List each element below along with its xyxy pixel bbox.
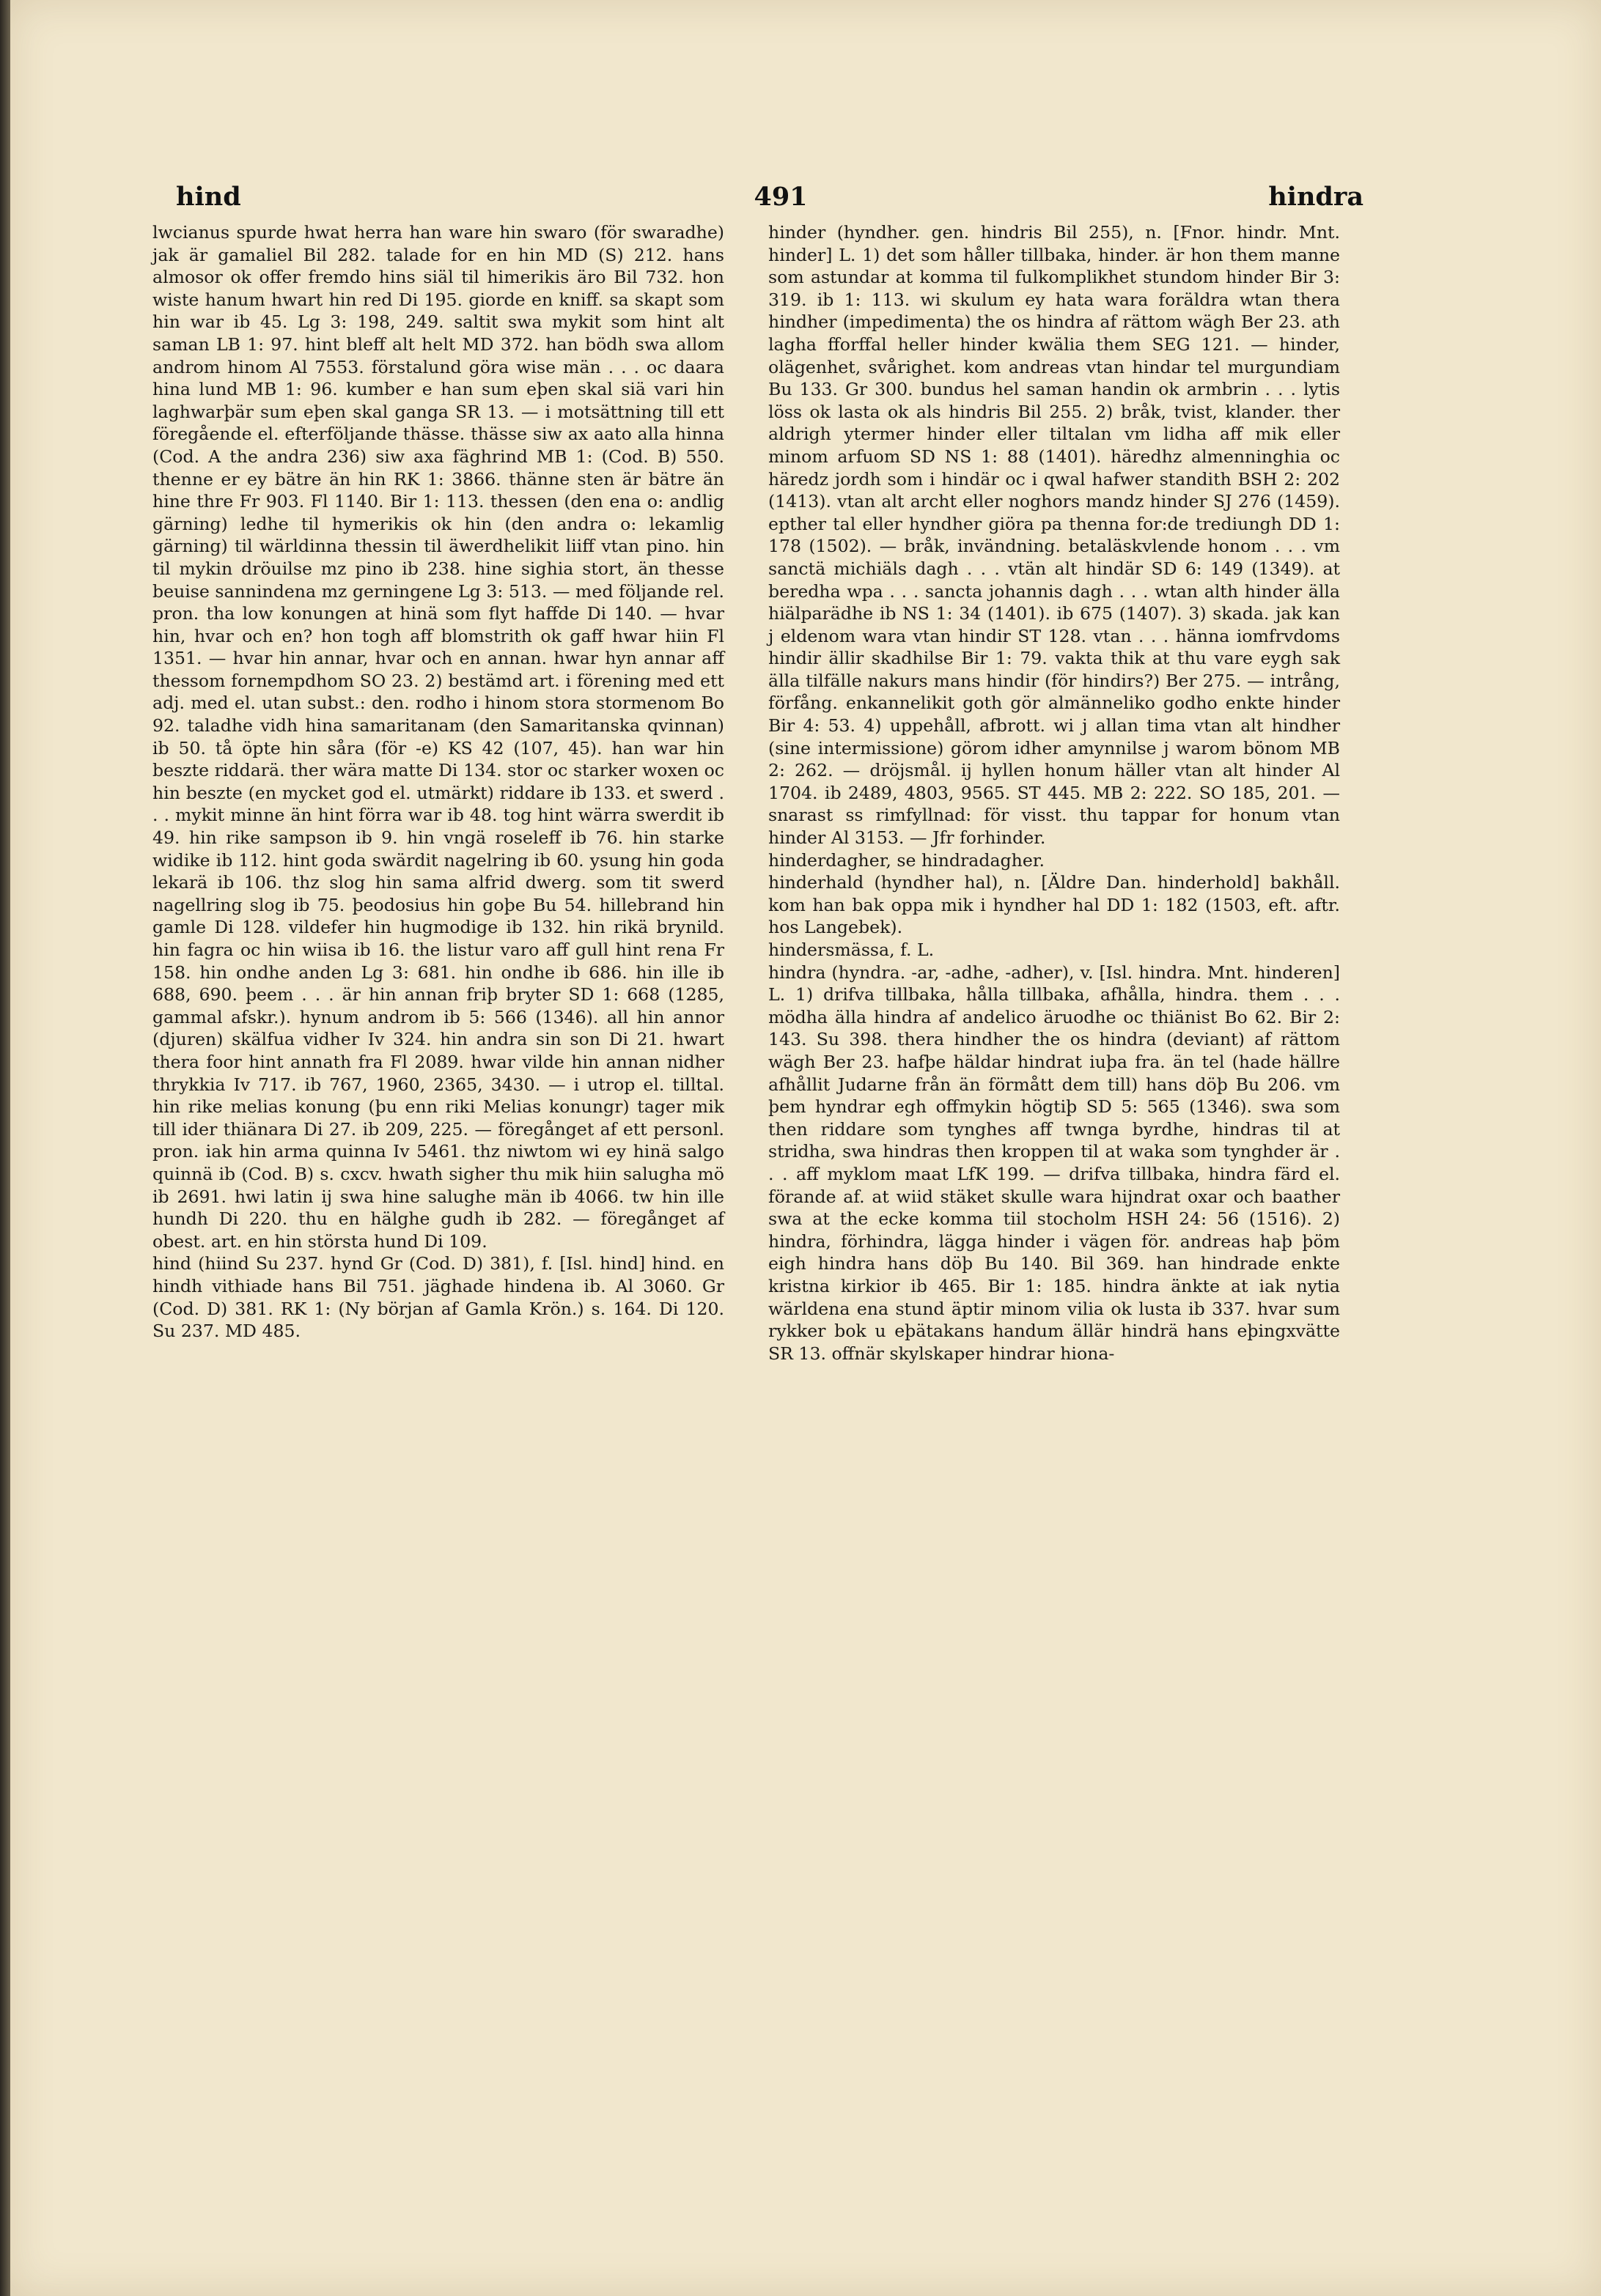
left-column bbox=[152, 221, 724, 1343]
right-column bbox=[768, 221, 1340, 1365]
right-guide-word: hindra bbox=[1268, 182, 1363, 212]
entry-hinder: hinder (hyndher. gen. hindris Bil 255), n. [Fnor. hindr. Mnt. hinder] L. 1) det som håller tillbaka, hinder. är hon them manne som astundar at komma til fulkomplikhet stundom hinder Bir 3: 319. ib 1: 113. wi skulum ey hata wara foräldra wtan thera hindher (impedimenta) the os hindra af rättom wägh Ber 23. ath lagha fforffal heller hinder kwälia them SEG 121. — hinder, olägenhet, svårighet. kom andreas vtan hindar tel murgundiam Bu 133. Gr 300. bundus hel saman handin ok armbrin . . . lytis löss ok lasta ok als hindris Bil 255. 2) bråk, tvist, klander. ther aldrigh ytermer hinder eller tiltalan vm lidha aff mik eller minom arfuom SD NS 1: 88 (1401). häredhz almenninghia oc häredz jordh som i hindär oc i qwal hafwer standith BSH 2: 202 (1413). vtan alt archt eller noghors mandz hinder SJ 276 (1459). epther tal eller hyndher giöra pa thenna for:de trediungh DD 1: 178 (1502). — bråk, invändning. betaläskvlende honom . . . vm sanctä michiäls dagh . . . vtän alt hindär SD 6: 149 (1349). at beredha wpa . . . sancta johannis dagh . . . wtan alth hinder älla hiälparädhe ib NS 1: 34 (1401). ib 675 (1407). 3) skada. jak kan j eldenom wara vtan hindir ST 128. vtan . . . hänna iomfrvdoms hindir ällir skadhilse Bir 1: 79. vakta thik at thu vare eygh sak älla tilfälle nakurs mans hindir (för hindirs?) Ber 275. — intrång, förfång. enkannelikit goth gör almänneliko godho enkte hinder Bir 4: 53. 4) uppehåll, afbrott. wi j allan tima vtan alt hindher (sine intermissione) görom idher amynnilse j warom bönom MB 2: 262. — dröjsmål. ij hyllen honum häller vtan alt hinder Al 1704. ib 2489, 4803, 9565. ST 445. MB 2: 222. SO 185, 201. — snarast ss rimfyllnad: för visst. thu tappar for honum vtan hinder Al 3153. — Jfr forhinder. bbox=[768, 222, 1340, 849]
entry-hindra: hindra (hyndra. -ar, -adhe, -adher), v. [Isl. hindra. Mnt. hinderen] L. 1) drifva tillbaka, hålla tillbaka, afhålla, hindra. them . . . mödha älla hindra af andelico äruodhe oc thiänist Bo 62. Bir 2: 143. Su 398. thera hindher the os hindra (deviant) af rättom wägh Ber 23. hafþe häldar hindrat iuþa fra. än tel (hade hällre afhållit Judarne från än förmått dem till) hans döþ Bu 206. vm þem hyndrar egh offmykin högtiþ SD 5: 565 (1346). swa som then riddare som tynghes aff twnga byrdhe, hindras til at stridha, swa hindras then kroppen til at waka som tynghder är . . . aff myklom maat LfK 199. — drifva tillbaka, hindra färd el. förande af. at wiid stäket skulle wara hijndrat oxar och baather swa at the ecke komma tiil stocholm HSH 24: 56 (1516). 2) hindra, förhindra, lägga hinder i vägen för. andreas haþ þöm eigh hindra hans döþ Bu 140. Bil 369. han hindrade enkte kristna kirkior ib 465. Bir 1: 185. hindra änkte at iak nytia wärldena ena stund äptir minom vilia ok lusta ib 337. hvar sum rykker bok u eþätakans handum ällär hindrä hans eþingxvätte SR 13. offnär skylskaper hindrar hiona- bbox=[768, 961, 1340, 1364]
page-number: 491 bbox=[754, 182, 808, 212]
entry-hinderdagher: hinderdagher, se hindradagher. bbox=[768, 849, 1045, 871]
entry-hin-continued: lwcianus spurde hwat herra han ware hin swaro (för swaradhe) jak är gamaliel Bil 282. talade for en hin MD (S) 212. hans almosor ok offer fremdo hins siäl til himerikis äro Bil 732. hon wiste hanum hwart hin red Di 195. giorde en kniff. sa skapt som hin war ib 45. Lg 3: 198, 249. saltit swa mykit som hint alt saman LB 1: 97. hint bleff alt helt MD 372. han bödh swa allom androm hinom Al 7553. förstalund göra wise män . . . oc daara hina lund MB 1: 96. kumber e han sum eþen skal siä vari hin laghwarþär sum eþen skal ganga SR 13. — i motsättning till ett föregående el. efterföljande thässe. thässe siw ax aato alla hinna (Cod. A the andra 236) siw axa fäghrind MB 1: (Cod. B) 550. thenne er ey bätre än hin RK 1: 3866. thänne sten är bätre än hine thre Fr 903. Fl 1140. Bir 1: 113. thessen (den ena o: andlig gärning) ledhe til hymerikis ok hin (den andra o: lekamlig gärning) til wärldinna thessin til äwerdhelikit liiff vtan pino. hin til mykin dröuilse mz pino ib 238. hine sighia stort, än thesse beuise sannindena mz gerningene Lg 3: 513. — med följande rel. pron. tha low konungen at hinä som flyt haffde Di 140. — hvar hin, hvar och en? hon togh aff blomstrith ok gaff hwar hiin Fl 1351. — hvar hin annar, hvar och en annan. hwar hyn annar aff thessom fornempdhom SO 23. 2) bestämd art. i förening med ett adj. med el. utan subst.: den. rodho i hinom stora stormenom Bo 92. taladhe vidh hina samaritanam (den Samaritanska qvinnan) ib 50. tå öpte hin såra (för -e) KS 42 (107, 45). han war hin beszte riddarä. ther wära matte Di 134. stor oc starker woxen oc hin beszte (en mycket god el. utmärkt) riddare ib 133. et swerd . . . mykit minne än hint förra war ib 48. tog hint wärra swerdit ib 49. hin rike sampson ib 9. hin vngä roseleff ib 76. hin starke widike ib 112. hint goda swärdit nagelring ib 60. ysung hin goda lekarä ib 106. thz slog hin sama alfrid dwerg. som tit swerd nagellring slog ib 75. þeodosius hin goþe Bu 54. hillebrand hin gamle Di 128. vildefer hin hugmodige ib 132. hin rikä brynild. hin fagra oc hin wiisa ib 16. the listur varo aff gull hint rena Fr 158. hin ondhe anden Lg 3: 681. hin ondhe ib 686. hin ille ib 688, 690. þeem . . . är hin annan friþ bryter SD 1: 668 (1285, gammal afskr.). hynum androm ib 5: 566 (1346). all hin annor (djuren) skälfua vidher Iv 324. hin andra sin son Di 21. hwart thera foor hint annath fra Fl 2089. hwar vilde hin annan nidher thrykkia Iv 717. ib 767, 1960, 2365, 3430. — i utrop el. tilltal. hin rike melias konung (þu enn riki Melias konungr) tager mik till ider thiänara Di 27. ib 209, 225. — föregånget af ett personl. pron. iak hin arma quinna Iv 5461. thz niwtom wi ey hinä salgo quinnä ib (Cod. B) s. cxcv. hwath sigher thu mik hiin salugha mö ib 2691. hwi latin ij swa hine salughe män ib 4066. tw hin ille hundh Di 220. thu en hälghe gudh ib 282. — föregånget af obest. art. en hin största hund Di 109. bbox=[152, 222, 724, 1252]
left-guide-word: hind bbox=[176, 182, 241, 212]
entry-hinderhald: hinderhald (hyndher hal), n. [Äldre Dan. hinderhold] bakhåll. kom han bak oppa mik i hyndher hal DD 1: 182 (1503, eft. aftr. hos Langebek). bbox=[768, 872, 1340, 938]
entry-hind: hind (hiind Su 237. hynd Gr (Cod. D) 381), f. [Isl. hind] hind. en hindh vithiade hans Bil 751. jäghade hindena ib. Al 3060. Gr (Cod. D) 381. RK 1: (Ny början af Gamla Krön.) s. 164. Di 120. Su 237. MD 485. bbox=[152, 1253, 724, 1342]
entry-hindersmassa: hindersmässa, f. L. bbox=[768, 940, 935, 960]
